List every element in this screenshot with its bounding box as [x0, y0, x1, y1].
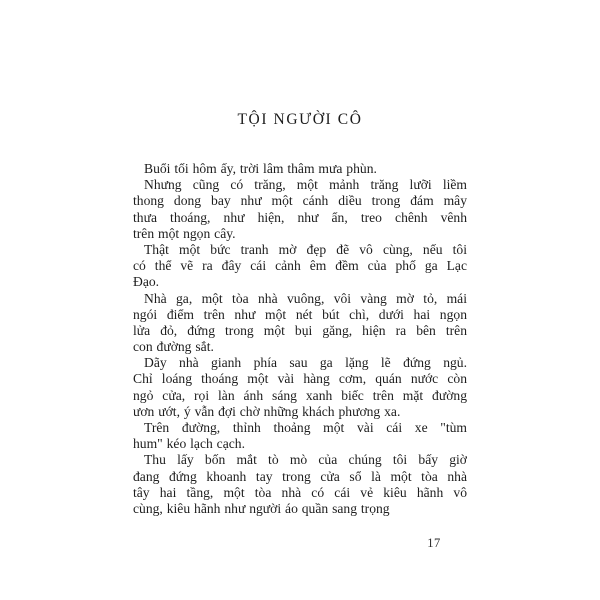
text-line: ngỏ cửa, rọi làn ánh sáng xanh biếc trên mặt đường [133, 387, 467, 403]
paragraph [133, 177, 467, 242]
text-line: Nhưng cũng có trăng, một mảnh trăng lưỡi liềm [144, 177, 467, 193]
text-line: lửa đỏ, đứng trong một bụi găng, hiện ra bên trên [133, 322, 467, 338]
paragraph [133, 420, 467, 452]
paragraph [133, 291, 467, 356]
text-line: ươn ướt, ý vẫn đợi chờ những khách phương xa. [133, 403, 401, 419]
text-line: tây hai tầng, một tòa nhà có cái vẻ kiêu hãnh vô [133, 484, 467, 500]
text-line: hum" kéo lạch cạch. [133, 436, 245, 452]
text-line: Chỉ loáng thoáng một vài hàng cơm, quán nước còn [133, 371, 467, 387]
text-line: đang đứng khoanh tay trong cửa sổ là một tòa nhà [133, 468, 467, 484]
text-line: con đường sắt. [133, 339, 214, 355]
text-line: thong dong bay như một cánh diều trong đám mây [133, 193, 467, 209]
chapter-title: TỘI NGƯỜI CÔ [237, 111, 363, 128]
text-line: cùng, kiêu hãnh như người áo quần sang trọng [133, 500, 390, 516]
paragraph [133, 161, 467, 177]
text-line: thưa thoáng, như hiện, như ẩn, treo chênh vênh [133, 209, 467, 225]
paragraph [133, 242, 467, 291]
paragraph [133, 355, 467, 420]
text-line: Trên đường, thỉnh thoảng một vài cái xe "tùm [144, 420, 467, 435]
body-text [133, 161, 467, 517]
page-number: 17 [427, 536, 441, 550]
paragraph [133, 452, 467, 517]
text-line: Đạo. [133, 274, 160, 290]
text-line: có thể vẽ ra đây cái cảnh êm đềm của phố ga Lạc [133, 258, 467, 274]
text-line: ngói điểm trên như một nét bút chì, dưới hai ngọn [133, 306, 467, 322]
text-line: Thu lấy bốn mắt tò mò của chúng tôi bấy giờ [144, 452, 467, 468]
text-line: Buổi tối hôm ấy, trời lâm thâm mưa phùn. [144, 161, 377, 176]
text-line: Thật một bức tranh mờ đẹp đẽ vô cùng, nếu tôi [144, 241, 467, 257]
text-line: trên một ngọn cây. [133, 225, 236, 241]
text-line: Dãy nhà gianh phía sau ga lặng lẽ đứng ngủ. [144, 355, 467, 371]
text-line: Nhà ga, một tòa nhà vuông, vôi vàng mờ tỏ, mái [144, 290, 467, 306]
